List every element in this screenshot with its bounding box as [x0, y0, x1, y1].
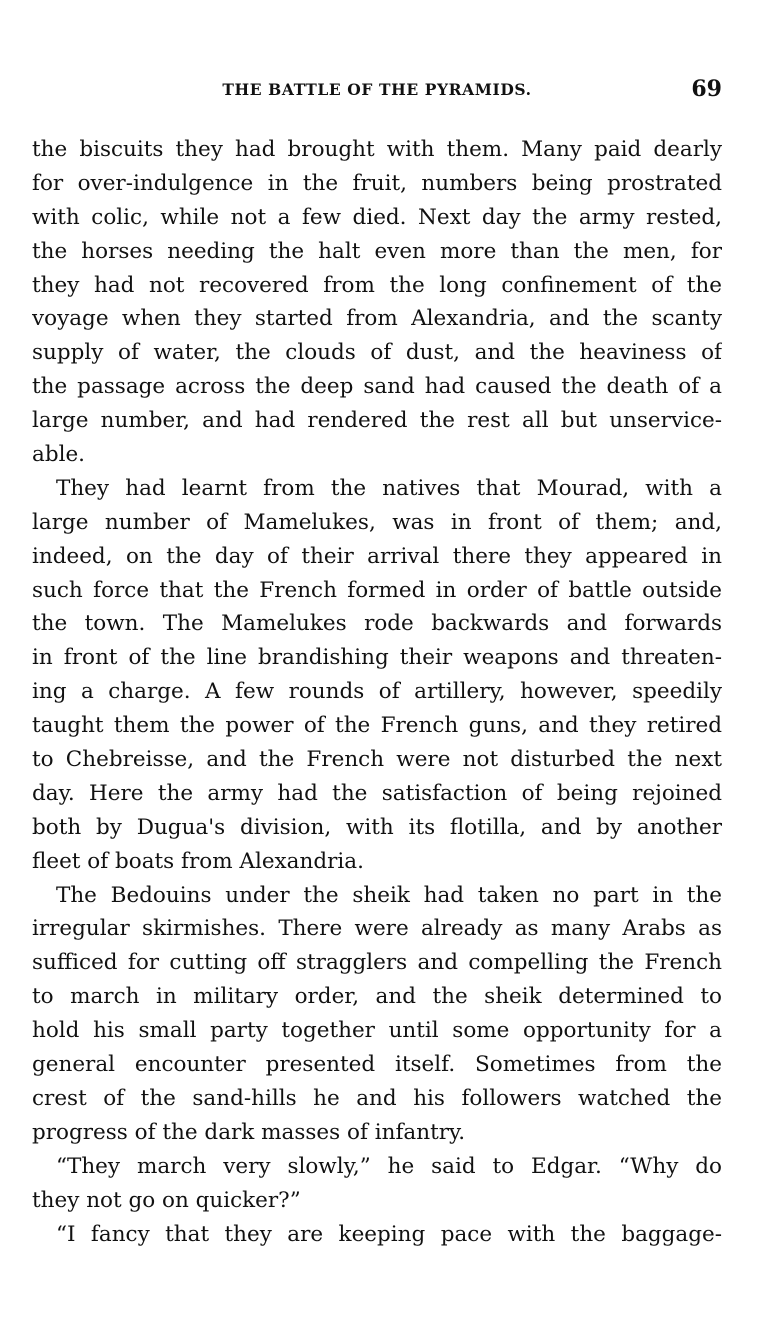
text-line: large number, and had rendered the rest all but unservice- — [32, 408, 722, 434]
text-line: fleet of boats from Alexandria. — [32, 848, 364, 874]
text-line: day. Here the army had the satisfaction of being rejoined — [32, 780, 722, 806]
paragraph-first-line: “I fancy that they are keeping pace with the baggage- — [56, 1221, 722, 1247]
text-line: irregular skirmishes. There were already as many Arabs as — [32, 916, 722, 942]
text-line: taught them the power of the French guns, and they retired — [32, 713, 722, 739]
text-line: they had not recovered from the long confinement of the — [32, 272, 722, 298]
running-header — [32, 76, 722, 110]
text-line: large number of Mamelukes, was in front of them; and, — [32, 509, 722, 535]
text-line: both by Dugua's division, with its flotilla, and by another — [32, 814, 722, 840]
body-text — [32, 133, 722, 1251]
text-line: with colic, while not a few died. Next day the army rested, — [32, 204, 722, 230]
text-line: the biscuits they had brought with them. Many paid dearly — [32, 137, 722, 162]
text-line: in front of the line brandishing their weapons and threaten- — [32, 645, 722, 671]
text-line: sufficed for cutting off stragglers and compelling the French — [32, 950, 722, 976]
paragraph-first-line: They had learnt from the natives that Mourad, with a — [56, 475, 722, 501]
running-title: THE BATTLE OF THE PYRAMIDS. — [222, 80, 532, 99]
text-line: they not go on quicker?” — [32, 1187, 301, 1213]
text-line: the town. The Mamelukes rode backwards and forwards — [32, 611, 722, 637]
text-line: the passage across the deep sand had caused the death of a — [32, 374, 722, 400]
text-line: to Chebreisse, and the French were not disturbed the next — [32, 747, 722, 773]
text-line: to march in military order, and the sheik determined to — [32, 984, 722, 1010]
text-line: such force that the French formed in order of battle outside — [32, 577, 722, 603]
text-line: voyage when they started from Alexandria, and the scanty — [32, 306, 722, 332]
text-line: progress of the dark masses of infantry. — [32, 1119, 466, 1145]
text-line: general encounter presented itself. Sometimes from the — [32, 1052, 722, 1078]
text-line: able. — [32, 442, 86, 468]
text-line: crest of the sand-hills he and his followers watched the — [32, 1085, 722, 1111]
text-line: the horses needing the halt even more than the men, for — [32, 238, 722, 264]
text-line: hold his small party together until some opportunity for a — [32, 1018, 722, 1044]
page-number: 69 — [691, 76, 722, 102]
paragraph-first-line: The Bedouins under the sheik had taken no part in the — [56, 882, 722, 908]
paragraph-first-line: “They march very slowly,” he said to Edgar. “Why do — [56, 1153, 722, 1179]
text-line: indeed, on the day of their arrival there they appeared in — [32, 543, 722, 569]
text-line: supply of water, the clouds of dust, and the heaviness of — [32, 340, 722, 366]
text-line: ing a charge. A few rounds of artillery, however, speedily — [32, 679, 722, 705]
text-line: for over-indulgence in the fruit, numbers being prostrated — [32, 170, 722, 196]
